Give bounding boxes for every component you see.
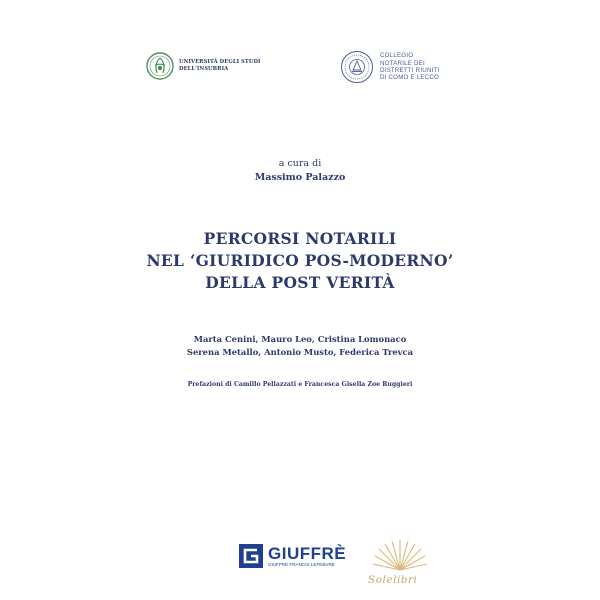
giuffre-subtitle: GIUFFRÈ FRANCIS LEFEBVRE xyxy=(268,561,335,567)
book-cover xyxy=(130,0,470,600)
solelibri-logo xyxy=(362,536,442,594)
title-line-1: PERCORSI NOTARILI xyxy=(203,229,397,248)
giuffre-logo xyxy=(238,543,346,569)
editor-block xyxy=(0,157,600,185)
authors-line-2: Serena Metallo, Antonio Musto, Federica Trevca xyxy=(186,346,414,357)
authors-line-1: Marta Cenini, Mauro Leo, Cristina Lomonaco xyxy=(193,334,407,344)
solelibri-name: Solelibri xyxy=(368,574,418,586)
university-logo xyxy=(146,52,261,80)
prefazioni-text: Prefazioni di Camillo Pellazzati e Francesca Gisella Zoe Ruggieri xyxy=(187,381,413,388)
university-name-line-1: UNIVERSITÀ DEGLI STUDI xyxy=(179,59,261,65)
editor-label: a cura di xyxy=(278,158,322,169)
collegio-line-2: NOTARILE DEI xyxy=(380,59,425,67)
giuffre-name: GIUFFRÈ xyxy=(268,543,347,563)
collegio-line-4: DI COMO E LECCO xyxy=(380,74,440,82)
authors-block xyxy=(0,333,600,358)
title-line-3: DELLA POST VERITÀ xyxy=(205,273,395,292)
university-seal-icon xyxy=(146,52,174,80)
sun-rays-icon xyxy=(370,536,430,572)
book-title xyxy=(0,228,600,294)
collegio-line-1: COLLEGIO xyxy=(380,52,414,60)
title-line-2: NEL ‘GIURIDICO POS-MODERNO’ xyxy=(146,251,454,270)
collegio-logo xyxy=(340,50,439,84)
editor-name: Massimo Palazzo xyxy=(254,172,346,183)
notary-seal-icon xyxy=(340,50,374,84)
collegio-line-3: DISTRETTI RIUNITI xyxy=(380,67,440,74)
giuffre-logo-icon xyxy=(238,543,264,569)
university-name-line-2: DELL'INSUBRIA xyxy=(179,66,229,72)
